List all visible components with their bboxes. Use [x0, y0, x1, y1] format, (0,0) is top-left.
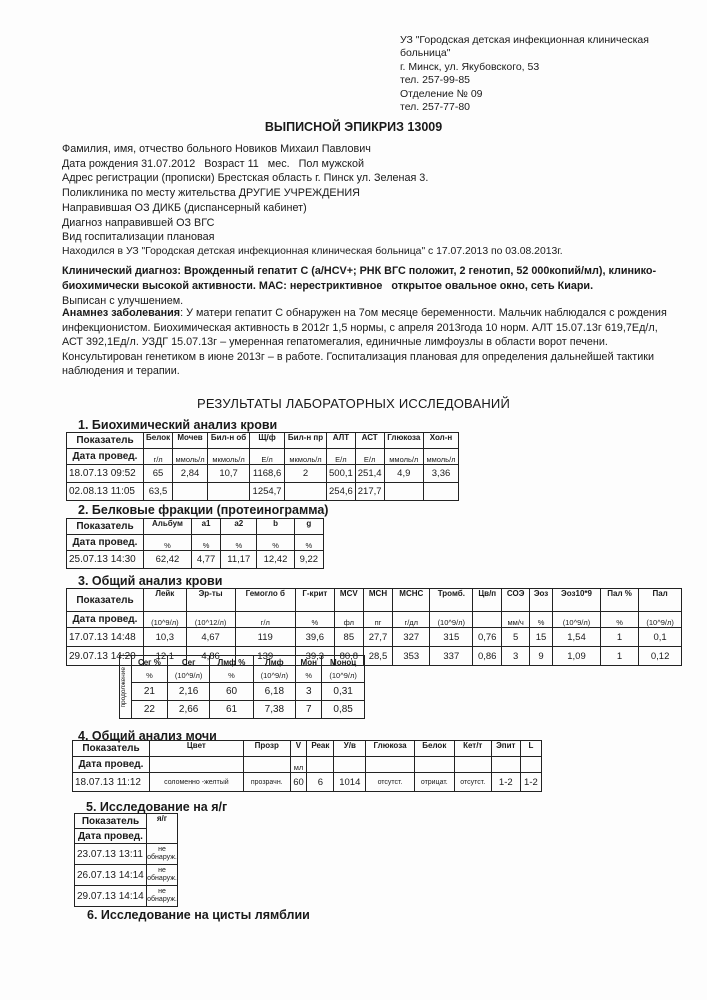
column-header: Эр-ты [186, 589, 235, 612]
column-unit: ммоль/л [424, 449, 459, 465]
column-unit [414, 757, 454, 773]
cell-value: 0,85 [322, 701, 365, 719]
cell-value: 4,86 [186, 647, 235, 666]
column-unit: мл [290, 757, 307, 773]
cell-value: соломенно -желтый [150, 773, 244, 792]
row-date: 25.07.13 14:30 [67, 551, 144, 569]
column-header [296, 656, 322, 683]
column-unit: % [257, 535, 294, 551]
continuation-label [120, 656, 132, 719]
column-header: Альбум [144, 519, 192, 535]
cell-value: 1 [600, 647, 638, 666]
header-line: больница" [400, 47, 451, 60]
column-unit: (10^9/л) [553, 612, 601, 628]
continuation-label-text: продолжение [120, 666, 127, 708]
column-unit: мм/ч [502, 612, 530, 628]
urinalysis-table [72, 740, 542, 792]
column-unit: (10^9/л) [260, 671, 289, 680]
cell-value: отсутст. [366, 773, 415, 792]
header-row [73, 741, 542, 757]
column-unit: Е/л [327, 449, 356, 465]
column-unit: мкмоль/л [208, 449, 250, 465]
cell-value: 353 [393, 647, 430, 666]
cell-value: прозрачн. [243, 773, 290, 792]
cell-value: 2,84 [173, 465, 208, 483]
cell-value: 1254,7 [250, 483, 285, 501]
column-header: СОЭ [502, 589, 530, 612]
units-row [67, 535, 324, 551]
row-label-date: Дата провед. [75, 829, 147, 844]
diagnosis-text: Врожденный гепатит С (a/HCV+; РНК ВГС положит, 2 генотип, 52 000копий/мл), клинико-биохимически высокой активности. МАС: нерестриктивное открытое овальное окно, сеть Киари. [62, 265, 657, 292]
column-name: Сег [181, 658, 196, 667]
cell-value: 4,77 [191, 551, 220, 569]
header-row [67, 433, 459, 449]
cell-value: 254,6 [327, 483, 356, 501]
cell-value: 6 [307, 773, 334, 792]
section-title: 3. Общий анализ крови [78, 574, 223, 588]
cell-value: 2,66 [167, 701, 210, 719]
cell-value: не обнаруж. [147, 844, 178, 865]
header-line: тел. 257-77-80 [400, 101, 471, 114]
cell-value: 2 [285, 465, 327, 483]
cell-value: 327 [393, 628, 430, 647]
table-row [75, 886, 178, 907]
patient-info [62, 142, 682, 260]
cell-value: 15 [530, 628, 553, 647]
column-header: Эоз10*9 [553, 589, 601, 612]
cell-value: 12,1 [144, 647, 187, 666]
column-header: Бил-н об [208, 433, 250, 449]
cell-value: не обнаруж. [147, 865, 178, 886]
row-label-date: Дата провед. [73, 757, 150, 773]
column-name: Мон [300, 658, 317, 667]
column-header: Бил-н пр [285, 433, 327, 449]
anamnesis-label: Анамнез заболевания [62, 307, 181, 319]
column-header: Белок [414, 741, 454, 757]
column-unit [150, 757, 244, 773]
cell-value: 251,4 [355, 465, 384, 483]
cell-value: 27,7 [363, 628, 392, 647]
clinical-diagnosis [62, 264, 692, 309]
column-unit: (10^9/л) [639, 612, 682, 628]
column-header: a1 [191, 519, 220, 535]
row-date: 02.08.13 11:05 [67, 483, 144, 501]
column-header [167, 656, 210, 683]
cell-value: 12,42 [257, 551, 294, 569]
cell-value: 1,54 [553, 628, 601, 647]
cell-value: 1,09 [553, 647, 601, 666]
cell-value: 65 [144, 465, 173, 483]
column-header: Мочев [173, 433, 208, 449]
cell-value: 3 [502, 647, 530, 666]
column-header: АЛТ [327, 433, 356, 449]
column-header: Прозр [243, 741, 290, 757]
cell-value: 21 [132, 683, 168, 701]
column-name: Моноц [330, 658, 357, 667]
cell-value: отсутст. [454, 773, 491, 792]
column-name: Сег % [137, 658, 161, 667]
cell-value: 315 [430, 628, 473, 647]
column-unit: % [144, 535, 192, 551]
header-line: Отделение № 09 [400, 87, 483, 100]
column-unit: (10^9/л) [174, 671, 203, 680]
column-unit [473, 612, 502, 628]
column-header: Реак [307, 741, 334, 757]
section-title: 4. Общий анализ мочи [78, 729, 217, 743]
column-unit: мкмоль/л [285, 449, 327, 465]
column-header: MCH [363, 589, 392, 612]
row-date: 29.07.13 14:14 [75, 886, 147, 907]
info-line: Дата рождения 31.07.2012 Возраст 11 мес. Пол мужской [62, 157, 365, 170]
units-row [67, 449, 459, 465]
table-row [67, 628, 682, 647]
column-unit: (10^9/л) [144, 612, 187, 628]
column-unit: % [295, 612, 334, 628]
row-label-indicator: Показатель [67, 519, 144, 535]
cell-value: 11,17 [221, 551, 257, 569]
row-label-indicator: Показатель [67, 433, 144, 449]
column-name: Лмф [265, 658, 284, 667]
column-header: Пал [639, 589, 682, 612]
cell-value [173, 483, 208, 501]
header-row [67, 589, 682, 612]
cell-value: 337 [430, 647, 473, 666]
row-date: 18.07.13 09:52 [67, 465, 144, 483]
column-header: Гемогло б [235, 589, 295, 612]
cell-value [424, 483, 459, 501]
column-header: L [520, 741, 541, 757]
cell-value: 3 [296, 683, 322, 701]
cell-value: 1168,6 [250, 465, 285, 483]
column-header: Белок [144, 433, 173, 449]
column-header: g [294, 519, 323, 535]
column-header [132, 656, 168, 683]
column-header: АСТ [355, 433, 384, 449]
cell-value: 0,76 [473, 628, 502, 647]
cell-value: 39,6 [295, 628, 334, 647]
header-row [67, 519, 324, 535]
column-header: Г-крит [295, 589, 334, 612]
cell-value: 3,36 [424, 465, 459, 483]
column-header: я/г [147, 814, 178, 844]
table-row [75, 844, 178, 865]
column-unit: г/л [144, 449, 173, 465]
header-line: УЗ "Городская детская инфекционная клиническая [400, 34, 649, 46]
column-header: Щ/ф [250, 433, 285, 449]
cell-value: 0,1 [639, 628, 682, 647]
row-date: 26.07.13 14:14 [75, 865, 147, 886]
column-unit: Е/л [355, 449, 384, 465]
header-line: г. Минск, ул. Якубовского, 53 [400, 60, 540, 73]
section-title: 2. Белковые фракции (протеинограмма) [78, 503, 329, 517]
column-unit: ммоль/л [173, 449, 208, 465]
cell-value: 119 [235, 628, 295, 647]
protein-fractions-table [66, 518, 324, 569]
cell-value: 1-2 [491, 773, 520, 792]
table-row [73, 773, 542, 792]
row-date: 18.07.13 11:12 [73, 773, 150, 792]
cell-value: 85 [334, 628, 363, 647]
column-header: b [257, 519, 294, 535]
cell-value: 39,3 [295, 647, 334, 666]
cell-value: 10,7 [208, 465, 250, 483]
column-header: Глюкоза [366, 741, 415, 757]
section-title: 1. Биохимический анализ крови [78, 418, 278, 432]
cell-value: не обнаруж. [147, 886, 178, 907]
column-unit: (10^9/л) [329, 671, 357, 680]
cell-value: 62,42 [144, 551, 192, 569]
row-label-indicator: Показатель [75, 814, 147, 829]
cell-value: 63,5 [144, 483, 173, 501]
column-header: У/в [334, 741, 366, 757]
row-label-indicator: Показатель [73, 741, 150, 757]
column-name: Лмф % [217, 658, 246, 667]
column-header: Глюкоза [384, 433, 424, 449]
cell-value: 7 [296, 701, 322, 719]
column-unit: % [191, 535, 220, 551]
table-row [75, 865, 178, 886]
cell-value: 1 [600, 628, 638, 647]
info-line: Диагноз направившей ОЗ ВГС [62, 216, 215, 229]
cell-value: 28,5 [363, 647, 392, 666]
blood-count-continuation-table [119, 655, 365, 719]
cell-value [285, 483, 327, 501]
document-title: ВЫПИСНОЙ ЭПИКРИЗ 13009 [264, 120, 443, 134]
column-unit [454, 757, 491, 773]
info-line: Вид госпитализации плановая [62, 231, 215, 244]
cell-value: 4,9 [384, 465, 424, 483]
cell-value: 139 [235, 647, 295, 666]
row-label-date: Дата провед. [67, 535, 144, 551]
column-unit: % [530, 612, 553, 628]
row-date: 17.07.13 14:48 [67, 628, 144, 647]
column-header: Цв/п [473, 589, 502, 612]
column-unit: % [228, 671, 235, 680]
table-row [120, 683, 365, 701]
column-unit: Е/л [250, 449, 285, 465]
cell-value: отрицат. [414, 773, 454, 792]
column-header [253, 656, 296, 683]
row-date: 29.07.13 14:20 [67, 647, 144, 666]
section-title: 6. Исследование на цисты лямблии [87, 908, 310, 922]
cell-value: 2,16 [167, 683, 210, 701]
cell-value: 9 [530, 647, 553, 666]
column-unit: % [294, 535, 323, 551]
column-unit [307, 757, 334, 773]
header-row [75, 814, 178, 829]
table-row [120, 701, 365, 719]
column-header: Тромб. [430, 589, 473, 612]
cell-value: 0,31 [322, 683, 365, 701]
cell-value: 1-2 [520, 773, 541, 792]
lab-results-title: РЕЗУЛЬТАТЫ ЛАБОРАТОРНЫХ ИССЛЕДОВАНИЙ [196, 396, 511, 411]
column-unit [366, 757, 415, 773]
column-header [322, 656, 365, 683]
cell-value [208, 483, 250, 501]
column-header: Эоз [530, 589, 553, 612]
column-unit: (10^9/л) [430, 612, 473, 628]
column-unit [491, 757, 520, 773]
column-header [210, 656, 253, 683]
column-header: a2 [221, 519, 257, 535]
cell-value: 9,22 [294, 551, 323, 569]
column-unit: г/дл [393, 612, 430, 628]
column-unit: ммоль/л [384, 449, 424, 465]
column-header: V [290, 741, 307, 757]
column-unit [520, 757, 541, 773]
column-unit: пг [363, 612, 392, 628]
cell-value: 22 [132, 701, 168, 719]
cell-value: 7,38 [253, 701, 296, 719]
info-line: Направившая ОЗ ДИКБ (диспансерный кабинет) [62, 201, 307, 214]
table-row [67, 551, 324, 569]
units-row [67, 612, 682, 628]
column-header: Кет/т [454, 741, 491, 757]
cell-value: 4,67 [186, 628, 235, 647]
column-unit: фл [334, 612, 363, 628]
column-unit [243, 757, 290, 773]
table-row [67, 465, 459, 483]
table-row [67, 483, 459, 501]
cell-value: 500,1 [327, 465, 356, 483]
header-line: тел. 257-99-85 [400, 74, 471, 87]
cell-value [384, 483, 424, 501]
column-header: Эпит [491, 741, 520, 757]
anamnesis [62, 306, 672, 379]
cell-value: 80,8 [334, 647, 363, 666]
column-header: Цвет [150, 741, 244, 757]
column-header: MCV [334, 589, 363, 612]
column-header: MCHC [393, 589, 430, 612]
cell-value: 1014 [334, 773, 366, 792]
info-line: Поликлиника по месту жительства ДРУГИЕ УЧРЕЖДЕНИЯ [62, 187, 360, 200]
column-unit: % [600, 612, 638, 628]
info-line: Находился в УЗ "Городская детская инфекционная клиническая больница" с 17.07.2013 по 03.08.2013г. [62, 245, 563, 257]
column-unit: % [305, 671, 313, 680]
cell-value: 0,86 [473, 647, 502, 666]
cell-value: 5 [502, 628, 530, 647]
info-line: Адрес регистрации (прописки) Брестская область г. Пинск ул. Зеленая 3. [62, 172, 429, 185]
hospital-header [400, 34, 690, 114]
info-line: Фамилия, имя, отчество больного Новиков Михаил Павлович [62, 143, 371, 155]
column-unit [334, 757, 366, 773]
cell-value: 61 [210, 701, 253, 719]
biochemistry-table [66, 432, 459, 501]
cell-value: 60 [210, 683, 253, 701]
column-header: Лейк [144, 589, 187, 612]
row-label-date: Дата провед. [67, 449, 144, 465]
column-unit: % [146, 671, 153, 680]
column-unit: г/л [235, 612, 295, 628]
column-header: Хол-н [424, 433, 459, 449]
column-unit: % [221, 535, 257, 551]
helminth-table [74, 813, 178, 907]
discharge-status: Выписан с улучшением. [62, 295, 184, 307]
column-unit: (10^12/л) [186, 612, 235, 628]
header-row [120, 656, 365, 683]
cell-value: 60 [290, 773, 307, 792]
cell-value: 10,3 [144, 628, 187, 647]
cell-value: 6,18 [253, 683, 296, 701]
column-header: Пал % [600, 589, 638, 612]
row-label-date: Дата провед. [67, 612, 144, 628]
anamnesis-text: : У матери гепатит С обнаружен на 7ом месяце беременности. Мальчик наблюдался с рождения инфекционистом. Биохимическая активность в 2012г 1,5 нормы, с апреля 2013года 10 норм. АЛТ 15.07.13г 619,7Ед/л, АСТ 392,1Ед/л. УЗДГ 15.07.13г – умеренная гепатомегалия, единичные лимфоузлы в области ворот печени. Консультирован генетиком в июне 2013г – в работе. Госпитализация плановая для определения дальнейшей тактики наблюдения и терапии. [62, 307, 667, 377]
cell-value: 217,7 [355, 483, 384, 501]
section-title: 5. Исследование на я/г [86, 800, 228, 814]
cell-value: 0,12 [639, 647, 682, 666]
units-row [73, 757, 542, 773]
row-label-indicator: Показатель [67, 589, 144, 612]
diagnosis-label: Клинический диагноз: [62, 265, 184, 277]
row-date: 23.07.13 13:11 [75, 844, 147, 865]
